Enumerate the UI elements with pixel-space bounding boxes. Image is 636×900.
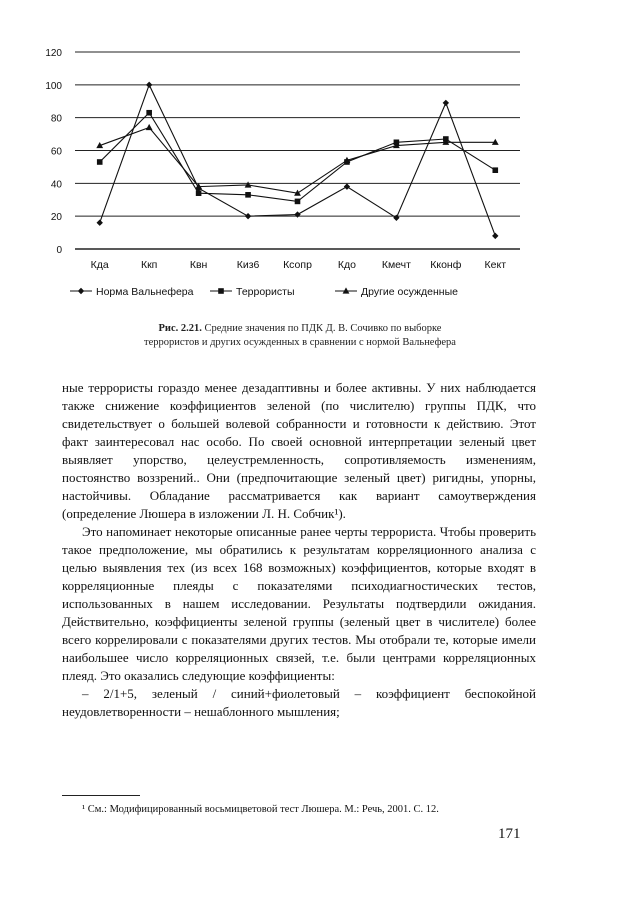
x-tick-label: Кдо — [337, 259, 356, 271]
y-tick-label: 40 — [50, 179, 62, 191]
chart-legend — [70, 286, 458, 298]
square-marker — [97, 159, 103, 165]
chart-series — [96, 82, 498, 239]
square-marker — [492, 167, 498, 173]
footnote-divider — [62, 795, 140, 796]
x-tick-label: Квн — [189, 259, 208, 271]
y-tick-label: 120 — [45, 48, 62, 59]
legend-label: Террористы — [236, 286, 295, 298]
legend-item-3 — [335, 286, 458, 298]
diamond-marker — [492, 233, 498, 239]
diamond-marker — [393, 215, 399, 221]
legend-item-2 — [210, 286, 295, 298]
square-marker — [218, 288, 224, 294]
page-number: 171 — [498, 826, 521, 842]
x-axis-ticks — [91, 259, 507, 271]
square-marker — [245, 192, 251, 198]
square-marker — [295, 199, 301, 205]
square-marker — [146, 110, 152, 116]
x-tick-label: Кда — [90, 259, 109, 271]
footnote: ¹ См.: Модифицированный восьмицветовой тест Люшера. М.: Речь, 2001. С. 12. — [82, 804, 439, 815]
line-chart — [0, 0, 636, 320]
x-tick-label: Кмечт — [381, 259, 411, 271]
y-tick-label: 20 — [50, 212, 62, 224]
paragraph-1: ные террористы гораздо менее дезадаптивны и более активны. У них наблюдается также снижение коэффициентов зеленой (по числителю) группы ПДК, что свидетельствует о большей волевой собранности и готовности к действию. Этот факт заинтересовал нас особо. По своей основной интерпретации зеленый цвет выявляет упорство, целеустремленность, сопротивляемость изменениям, постоянство воззрений.. Они (предпочитающие зеленый цвет) ригидны, упорны, настойчивы. Обладание рассматривается как вариант самоутверждения (определение Люшера в изложении Л. Н. Собчик¹). — [62, 380, 536, 521]
series-3 — [96, 124, 498, 196]
diamond-marker — [344, 183, 350, 189]
y-tick-label: 80 — [50, 113, 62, 125]
x-tick-label: Кект — [484, 259, 507, 271]
triangle-marker — [146, 124, 153, 130]
diamond-marker — [97, 220, 103, 226]
x-tick-label: Кконф — [430, 259, 462, 271]
caption-line-1: Средние значения по ПДК Д. В. Сочивко по выборке — [204, 323, 442, 334]
diamond-marker — [294, 211, 300, 217]
x-tick-label: Ксопр — [283, 259, 312, 271]
triangle-marker — [245, 181, 252, 187]
x-tick-label: Киз6 — [236, 259, 260, 271]
y-tick-label: 60 — [50, 146, 62, 158]
legend-item-1 — [70, 286, 194, 298]
diamond-marker — [78, 288, 84, 294]
series-1 — [97, 82, 499, 239]
x-tick-label: Ккп — [140, 259, 158, 271]
diamond-marker — [245, 213, 251, 219]
square-marker — [196, 190, 202, 196]
diamond-marker — [146, 82, 152, 88]
body-text — [62, 379, 536, 721]
caption-label: Рис. 2.21. — [158, 323, 202, 334]
legend-label: Норма Вальнефера — [96, 286, 194, 298]
y-axis-ticks — [45, 48, 62, 256]
y-tick-label: 0 — [56, 245, 62, 256]
legend-label: Другие осужденные — [361, 286, 458, 298]
paragraph-3: – 2/1+5, зеленый / синий+фиолетовый – коэффициент беспокойной неудовлетворенности – нешаблонного мышления; — [62, 686, 536, 719]
diamond-marker — [443, 100, 449, 106]
paragraph-2: Это напоминает некоторые описанные ранее черты террориста. Чтобы проверить такое предположение, мы обратились к результатам корреляционного анализа с целью выявления тех (из всех 168 возможных) коэффициентов, которые входят в корреляционные плеяды с показателями психодиагностических тестов, использованных в нашем исследовании. Результаты подтвердили ожидания. Действительно, коэффициенты зеленой группы (зеленый цвет в числителе) более всего коррелировали с показателями других тестов. Мы отобрали те, которые имели наибольшее число корреляционных связей, т.е. были центрами корреляционных плеяд. Это оказались следующие коэффициенты: — [62, 524, 536, 683]
caption-line-2: террористов и других осужденных в сравнении с нормой Вальнефера — [144, 337, 456, 348]
chart-gridlines — [75, 52, 520, 249]
figure-caption — [95, 322, 505, 350]
y-tick-label: 100 — [45, 80, 62, 92]
